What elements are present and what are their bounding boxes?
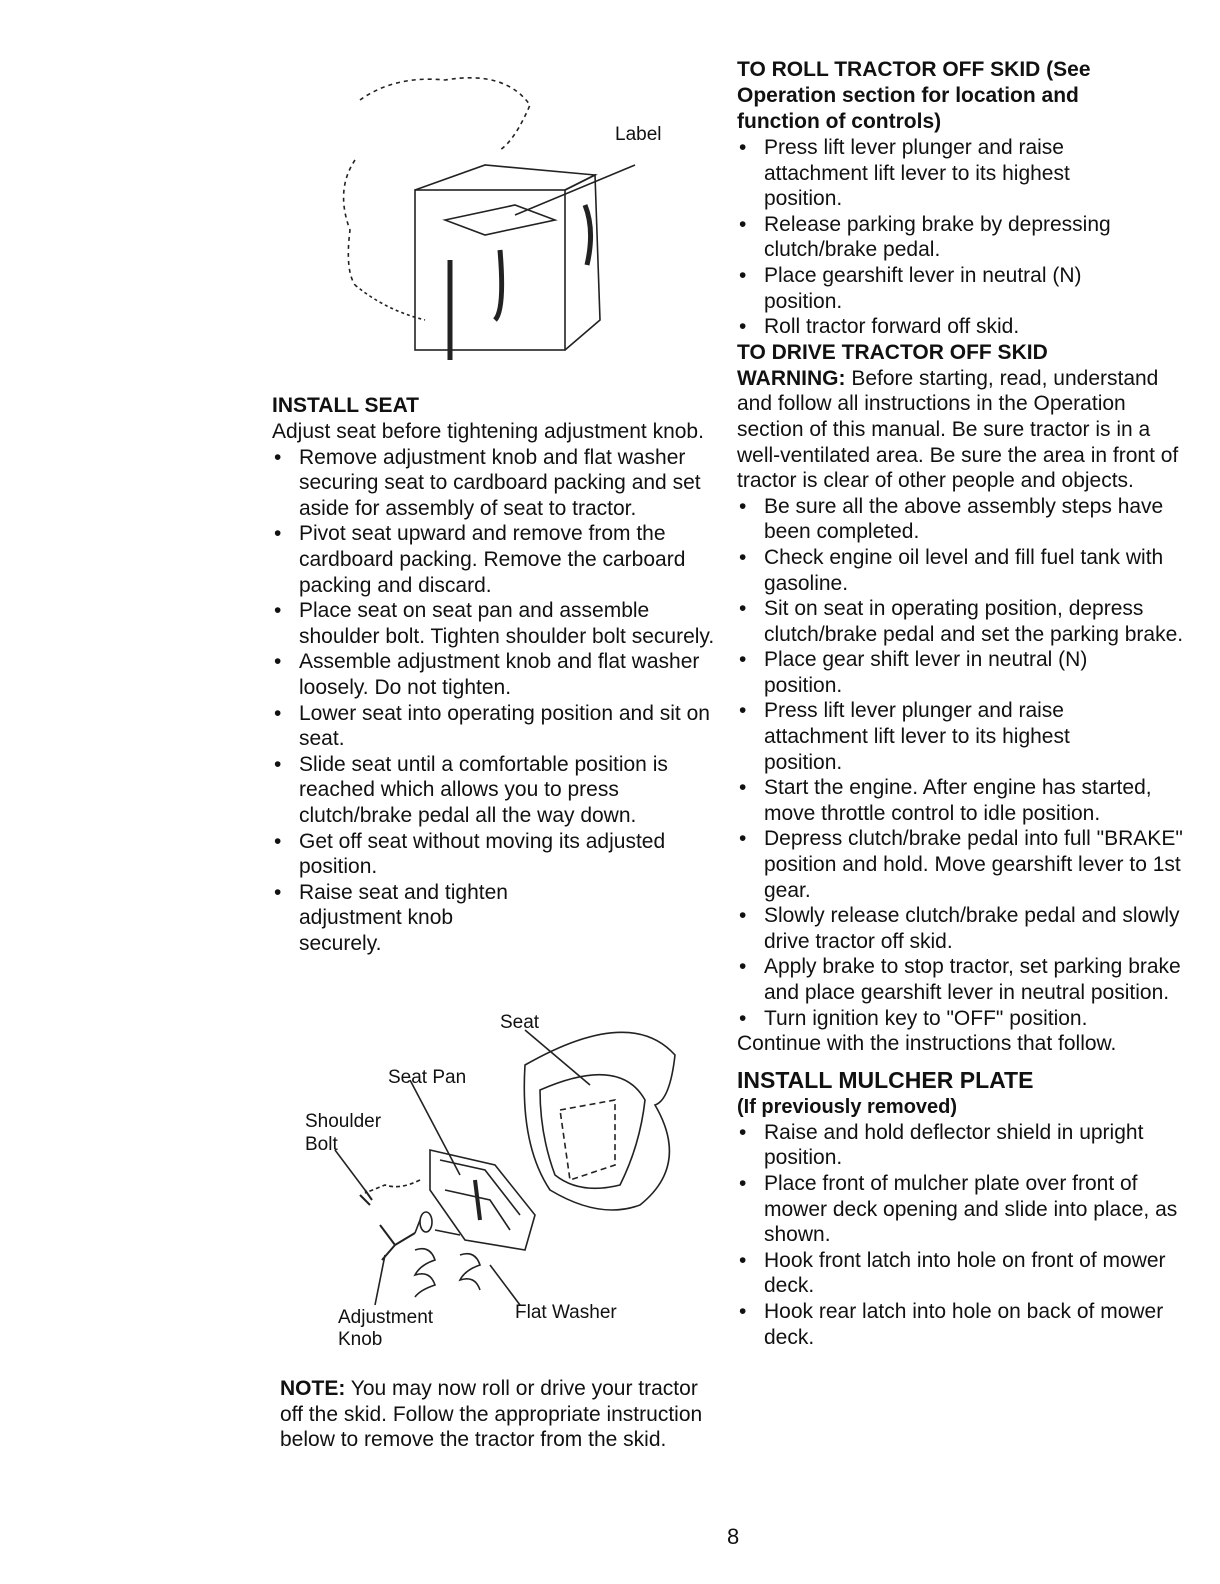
list-item: • Press lift lever plunger and raise attachment lift lever to its highest position. bbox=[737, 698, 1144, 775]
list-item: • Release parking brake by depressing clutch/brake pedal. bbox=[737, 212, 1184, 263]
list-item: • Hook rear latch into hole on back of mower deck. bbox=[737, 1299, 1184, 1350]
seat-pan-label: Seat Pan bbox=[388, 1067, 467, 1088]
shoulder-label: Shoulder bbox=[305, 1111, 382, 1132]
continue-text: Continue with the instructions that follow. bbox=[737, 1032, 1117, 1056]
list-item: • Assemble adjustment knob and flat washer loosely. Do not tighten. bbox=[272, 649, 717, 700]
list-item: • Place seat on seat pan and assemble shoulder bolt. Tighten shoulder bolt securely. bbox=[272, 598, 717, 649]
install-seat-section bbox=[272, 393, 717, 956]
note-label: NOTE: bbox=[280, 1377, 346, 1400]
adjustment-label: Adjustment bbox=[338, 1307, 434, 1328]
list-item: • Press lift lever plunger and raise attachment lift lever to its highest position. bbox=[737, 135, 1144, 212]
drive-off-list bbox=[737, 494, 1197, 1031]
install-seat-heading: INSTALL SEAT bbox=[272, 394, 419, 417]
flat-washer-label: Flat Washer bbox=[515, 1302, 617, 1323]
list-item: • Get off seat without moving its adjusted position. bbox=[272, 829, 717, 880]
right-column bbox=[737, 57, 1197, 1350]
list-item: • Be sure all the above assembly steps have been completed. bbox=[737, 494, 1197, 545]
drive-off-heading: TO DRIVE TRACTOR OFF SKID bbox=[737, 340, 1048, 364]
list-item: • Place gearshift lever in neutral (N) position. bbox=[737, 263, 1144, 314]
list-item: • Lower seat into operating position and sit on seat. bbox=[272, 701, 717, 752]
list-item: • Slowly release clutch/brake pedal and slowly drive tractor off skid. bbox=[737, 903, 1204, 954]
bolt-label: Bolt bbox=[305, 1134, 338, 1155]
list-item: • Sit on seat in operating position, depress clutch/brake pedal and set the parking brake. bbox=[737, 596, 1197, 647]
seat-label: Seat bbox=[500, 1012, 540, 1033]
list-item: • Slide seat until a comfortable position is reached which allows you to press clutch/brake pedal all the way down. bbox=[272, 752, 717, 829]
page-number: 8 bbox=[727, 1524, 740, 1549]
list-item: • Raise and hold deflector shield in upright position. bbox=[737, 1120, 1144, 1171]
mulcher-list bbox=[737, 1120, 1197, 1350]
list-item: • Hook front latch into hole on front of mower deck. bbox=[737, 1248, 1184, 1299]
list-item: • Depress clutch/brake pedal into full "BRAKE" position and hold. Move gearshift lever to 1st gear. bbox=[737, 826, 1184, 903]
list-item: • Apply brake to stop tractor, set parking brake and place gearshift lever in neutral position. bbox=[737, 954, 1204, 1005]
warning-paragraph bbox=[737, 366, 1197, 494]
list-item: • Raise seat and tighten adjustment knob securely. bbox=[272, 880, 519, 957]
mulcher-subheading: (If previously removed) bbox=[737, 1095, 958, 1118]
knob-label: Knob bbox=[338, 1329, 383, 1350]
note-paragraph bbox=[280, 1376, 720, 1453]
list-item: • Place gear shift lever in neutral (N) position. bbox=[737, 647, 1164, 698]
list-item: • Remove adjustment knob and flat washer securing seat to cardboard packing and set aside for assembly of seat to tractor. bbox=[272, 445, 717, 522]
note-text: You may now roll or drive your tractor off the skid. Follow the appropriate instruction below to remove the tractor from the skid. bbox=[280, 1377, 703, 1452]
seat-figure bbox=[300, 1005, 700, 1350]
list-item: • Check engine oil level and fill fuel tank with gasoline. bbox=[737, 545, 1197, 596]
install-seat-intro: Adjust seat before tightening adjustment knob. bbox=[272, 420, 704, 443]
roll-off-heading: TO ROLL TRACTOR OFF SKID (See Operation section for location and function of controls) bbox=[737, 58, 1091, 133]
list-item: • Start the engine. After engine has started, move throttle control to idle position. bbox=[737, 775, 1164, 826]
warning-text: Before starting, read, understand and follow all instructions in the Operation section of this manual. Be sure tractor is in a well-ventilated area. Be sure the area in front of tractor is clear of other people and objects. bbox=[737, 366, 1179, 493]
battery-label: Label bbox=[615, 124, 662, 145]
battery-figure bbox=[315, 70, 695, 380]
install-seat-list bbox=[272, 445, 717, 957]
roll-off-list bbox=[737, 135, 1197, 340]
warning-label: WARNING: bbox=[737, 366, 846, 390]
list-item: • Place front of mulcher plate over front of mower deck opening and slide into place, as shown. bbox=[737, 1171, 1197, 1248]
list-item: • Turn ignition key to "OFF" position. bbox=[737, 1006, 1197, 1032]
mulcher-heading: INSTALL MULCHER PLATE bbox=[737, 1066, 1034, 1093]
list-item: • Pivot seat upward and remove from the cardboard packing. Remove the carboard packing and discard. bbox=[272, 521, 717, 598]
list-item: • Roll tractor forward off skid. bbox=[737, 314, 1197, 340]
